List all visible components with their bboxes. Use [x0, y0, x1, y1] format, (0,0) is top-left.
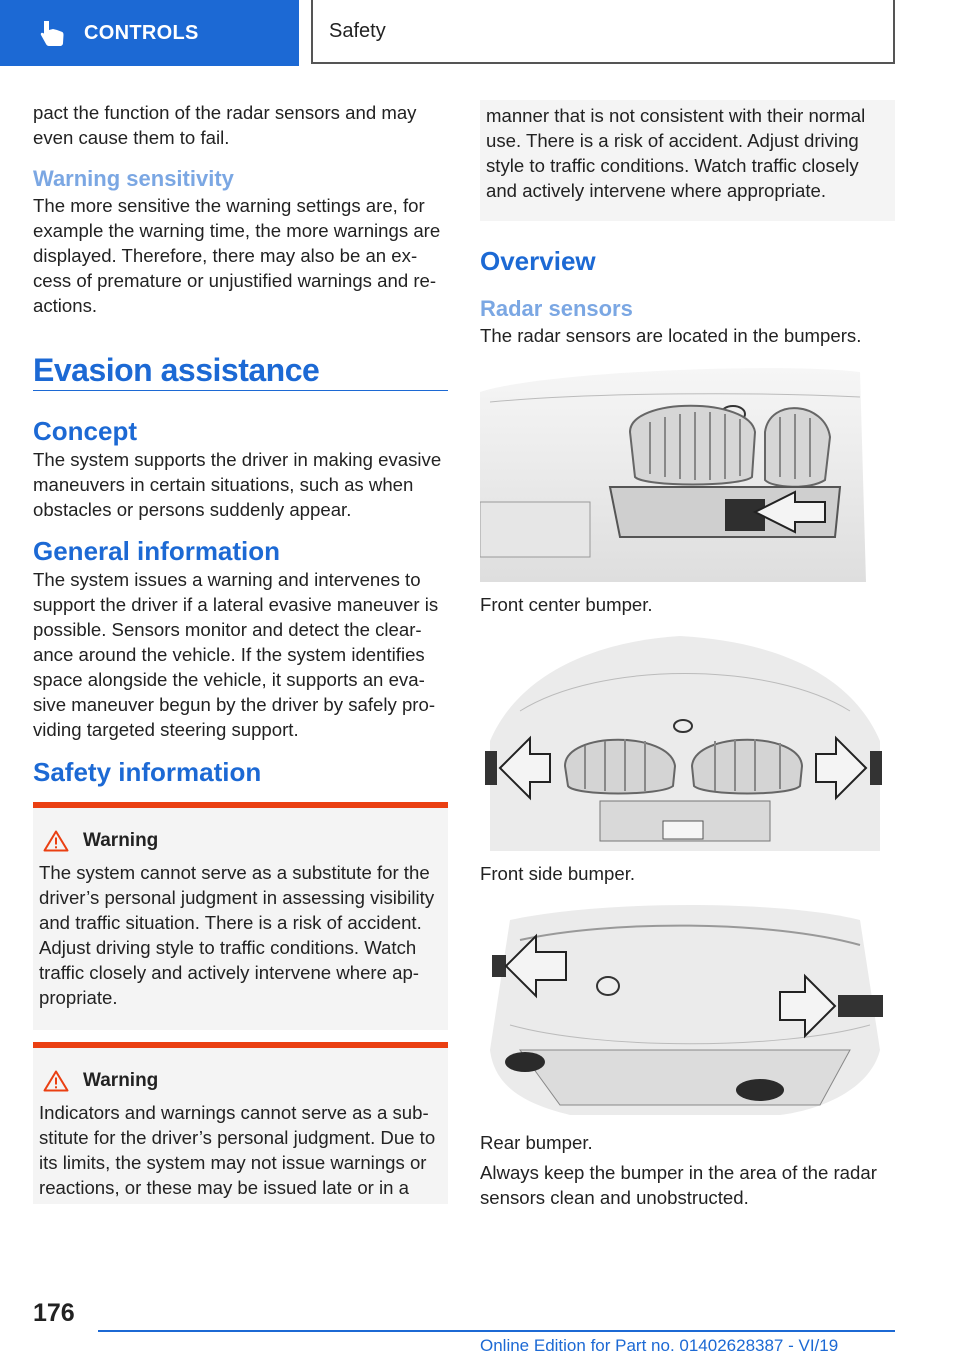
warning-sensitivity-text: The more sensitive the warning settings are, for example the warning time, the more warnings are displayed. Therefore, there may also be an excess of premature or unjustified warnings and reactions. [33, 195, 441, 316]
figure-caption: Front center bumper. [480, 594, 653, 615]
warning-triangle-icon [43, 830, 69, 852]
section-header [311, 0, 895, 64]
warning-text: Indicators and warnings cannot serve as a substitute for the driver’s personal judgment. Due to its limits, the system may not issue warnings or reactions, or these may be issued late or in a [39, 1102, 436, 1198]
front-center-bumper-image [480, 362, 866, 582]
front-side-bumper-image [480, 631, 886, 851]
chapter-tab[interactable] [0, 0, 299, 66]
edition-link[interactable]: Online Edition for Part no. 01402628387 - VI/19 [480, 1336, 839, 1355]
warning-label: Warning [83, 1070, 159, 1091]
figure-caption: Front side bumper. [480, 863, 636, 884]
general-information-heading: General information [33, 536, 281, 566]
general-information-text: The system issues a warning and intervenes to support the driver if a lateral evasive maneuver is possible. Sensors monitor and detect the clearance around the vehicle. If the system identifies space alongside the vehicle, it supports an evasive maneuver begun by the driver by safely providing targeted steering support. [33, 569, 439, 740]
warning-triangle-icon [43, 1070, 69, 1092]
closing-text: Always keep the bumper in the area of the radar sensors clean and unobstructed. [480, 1162, 877, 1208]
warning-sensitivity-heading: Warning sensitivity [33, 166, 234, 191]
warning-box-2-continued [480, 100, 895, 221]
warning-box-2 [33, 1042, 448, 1204]
pointing-hand-icon [38, 18, 68, 48]
intro-text: pact the function of the radar sensors and may even cause them to fail. [33, 102, 417, 148]
footer-rule [98, 1330, 895, 1332]
concept-heading: Concept [33, 416, 137, 446]
section-label: Safety [329, 19, 386, 42]
warning-text: The system cannot serve as a substitute for the driver’s personal judgment in assessing visibility and traffic situation. There is a risk of accident. Adjust driving style to traffic conditions. Watch traffic closely and actively intervene where appropriate. [39, 862, 435, 1008]
rear-bumper-image [480, 900, 886, 1120]
warning-label: Warning [83, 830, 159, 851]
left-column [33, 100, 448, 1204]
radar-sensors-text: The radar sensors are located in the bumpers. [480, 325, 862, 346]
radar-sensors-heading: Radar sensors [480, 296, 633, 321]
concept-text: The system supports the driver in making evasive maneuvers in certain situations, such as when obstacles or persons suddenly appear. [33, 449, 442, 520]
warning-box-1 [33, 802, 448, 1030]
right-column [480, 100, 895, 1210]
chapter-label: CONTROLS [84, 21, 199, 44]
overview-heading: Overview [480, 246, 596, 276]
chapter-title: Evasion assistance [33, 352, 320, 388]
figure-caption: Rear bumper. [480, 1132, 593, 1153]
safety-information-heading: Safety information [33, 757, 262, 787]
warning-text-continued: manner that is not consistent with their normal use. There is a risk of accident. Adjust driving style to traffic conditions. Watch traffic closely and actively intervene where appropriate. [486, 105, 866, 201]
page-number: 176 [33, 1299, 75, 1327]
